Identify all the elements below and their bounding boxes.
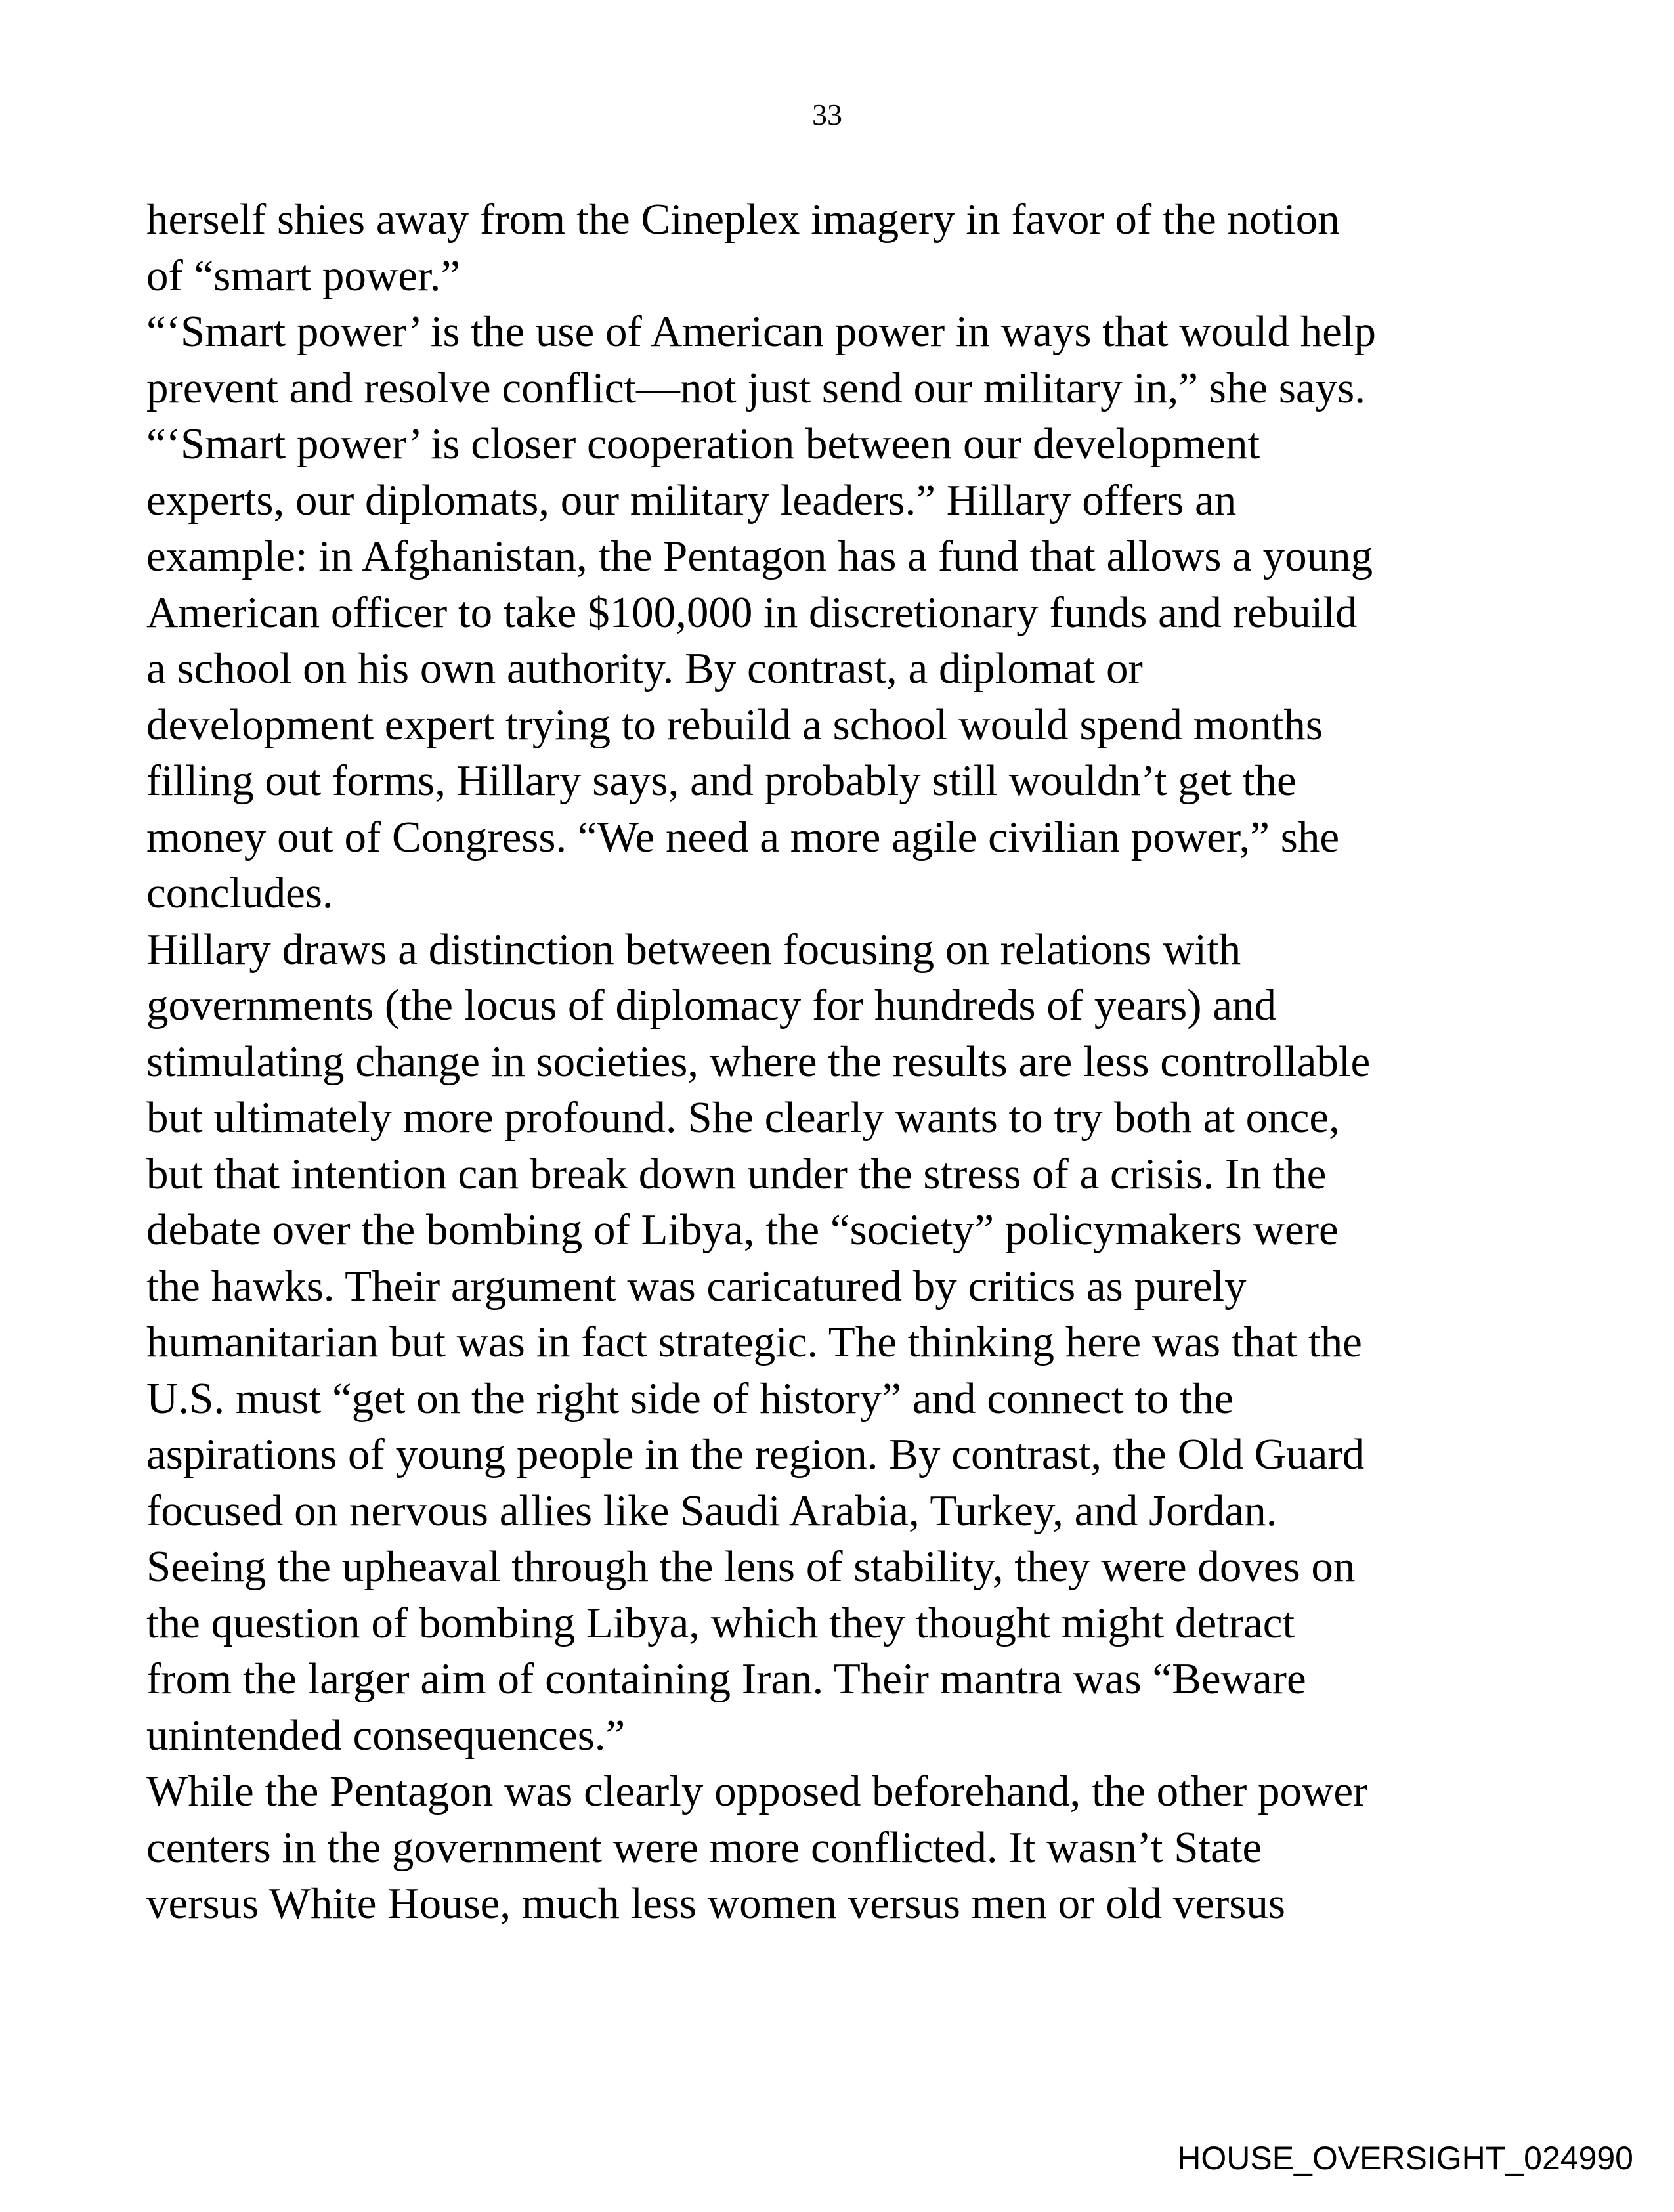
text-line: American officer to take $100,000 in discretionary funds and rebuild: [146, 588, 1358, 637]
text-line: example: in Afghanistan, the Pentagon has a fund that allows a young: [146, 532, 1373, 580]
text-line: but that intention can break down under the stress of a crisis. In the: [146, 1149, 1327, 1198]
text-line: humanitarian but was in fact strategic. The thinking here was that the: [146, 1318, 1362, 1366]
text-line: stimulating change in societies, where the results are less controllable: [146, 1037, 1371, 1086]
text-line: Hillary draws a distinction between focusing on relations with: [146, 924, 1241, 974]
body-text: [146, 192, 1591, 1932]
text-line: centers in the government were more conflicted. It wasn’t State: [146, 1823, 1262, 1872]
text-line: the question of bombing Libya, which they thought might detract: [146, 1598, 1295, 1647]
text-line: from the larger aim of containing Iran. Their mantra was “Beware: [146, 1655, 1306, 1703]
text-line: the hawks. Their argument was caricatured by critics as purely: [146, 1261, 1247, 1311]
text-line: money out of Congress. “We need a more agile civilian power,” she: [146, 812, 1340, 861]
text-line: a school on his own authority. By contrast, a diplomat or: [146, 644, 1143, 693]
text-line: herself shies away from the Cineplex imagery in favor of the notion: [146, 195, 1340, 244]
text-line: Seeing the upheaval through the lens of stability, they were doves on: [146, 1542, 1356, 1591]
text-line: While the Pentagon was clearly opposed beforehand, the other power: [146, 1767, 1368, 1815]
text-line: “‘Smart power’ is the use of American power in ways that would help: [146, 307, 1377, 356]
text-line: focused on nervous allies like Saudi Arabia, Turkey, and Jordan.: [146, 1486, 1277, 1535]
page-number: 33: [812, 98, 842, 131]
text-line: filling out forms, Hillary says, and probably still wouldn’t get the: [146, 756, 1297, 805]
text-line: of “smart power.”: [146, 251, 461, 300]
text-line: versus White House, much less women versus men or old versus: [146, 1879, 1285, 1928]
bates-stamp: HOUSE_OVERSIGHT_024990: [1177, 2140, 1633, 2177]
text-line: development expert trying to rebuild a school would spend months: [146, 700, 1323, 749]
text-line: prevent and resolve conflict—not just send our military in,” she says.: [146, 363, 1365, 412]
text-line: governments (the locus of diplomacy for hundreds of years) and: [146, 981, 1277, 1030]
text-line: concludes.: [146, 869, 333, 917]
text-line: debate over the bombing of Libya, the “society” policymakers were: [146, 1205, 1339, 1254]
text-line: “‘Smart power’ is closer cooperation between our development: [146, 420, 1260, 468]
text-line: experts, our diplomats, our military leaders.” Hillary offers an: [146, 475, 1237, 525]
text-line: but ultimately more profound. She clearly wants to try both at once,: [146, 1093, 1340, 1142]
text-line: aspirations of young people in the region. By contrast, the Old Guard: [146, 1430, 1365, 1479]
text-line: U.S. must “get on the right side of history” and connect to the: [146, 1374, 1234, 1423]
text-line: unintended consequences.”: [146, 1710, 626, 1760]
